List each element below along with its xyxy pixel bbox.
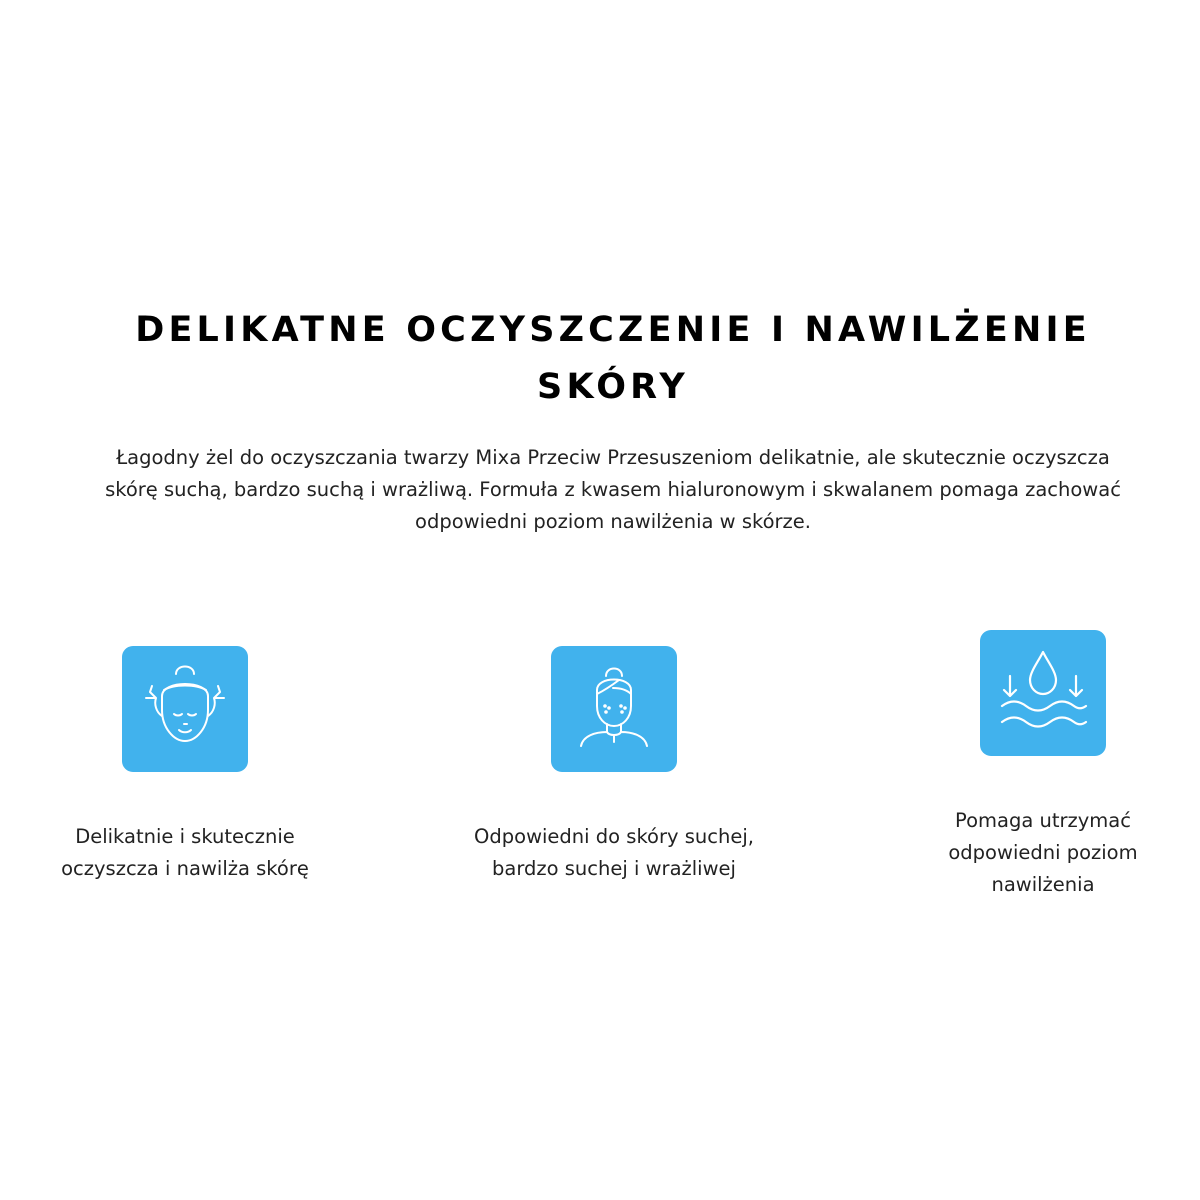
water-drop-hydration-icon xyxy=(980,630,1106,756)
section-title xyxy=(0,302,1200,416)
face-massage-icon xyxy=(122,646,248,772)
section-description xyxy=(60,442,1166,538)
section-title-line-1: DELIKATNE OCZYSZCZENIE I NAWILŻENIE xyxy=(135,310,1091,350)
woman-dry-skin-icon xyxy=(551,646,677,772)
description-line-2: skórę suchą, bardzo suchą i wrażliwą. Formuła z kwasem hialuronowym i skwalanem pomaga zachować xyxy=(105,478,1121,501)
description-line-3: odpowiedni poziom nawilżenia w skórze. xyxy=(415,510,811,533)
description-line-1: Łagodny żel do oczyszczania twarzy Mixa Przeciw Przesuszeniom delikatnie, ale skutecznie oczyszcza xyxy=(116,446,1110,469)
section-title-line-2: SKÓRY xyxy=(537,367,689,407)
feature-cleansing-text: Delikatnie i skutecznie oczyszcza i nawilża skórę xyxy=(61,825,309,880)
feature-skin-type-text: Odpowiedni do skóry suchej, bardzo suchej i wrażliwej xyxy=(474,825,754,880)
feature-hydration-text: Pomaga utrzymać odpowiedni poziom nawilżenia xyxy=(948,809,1138,896)
